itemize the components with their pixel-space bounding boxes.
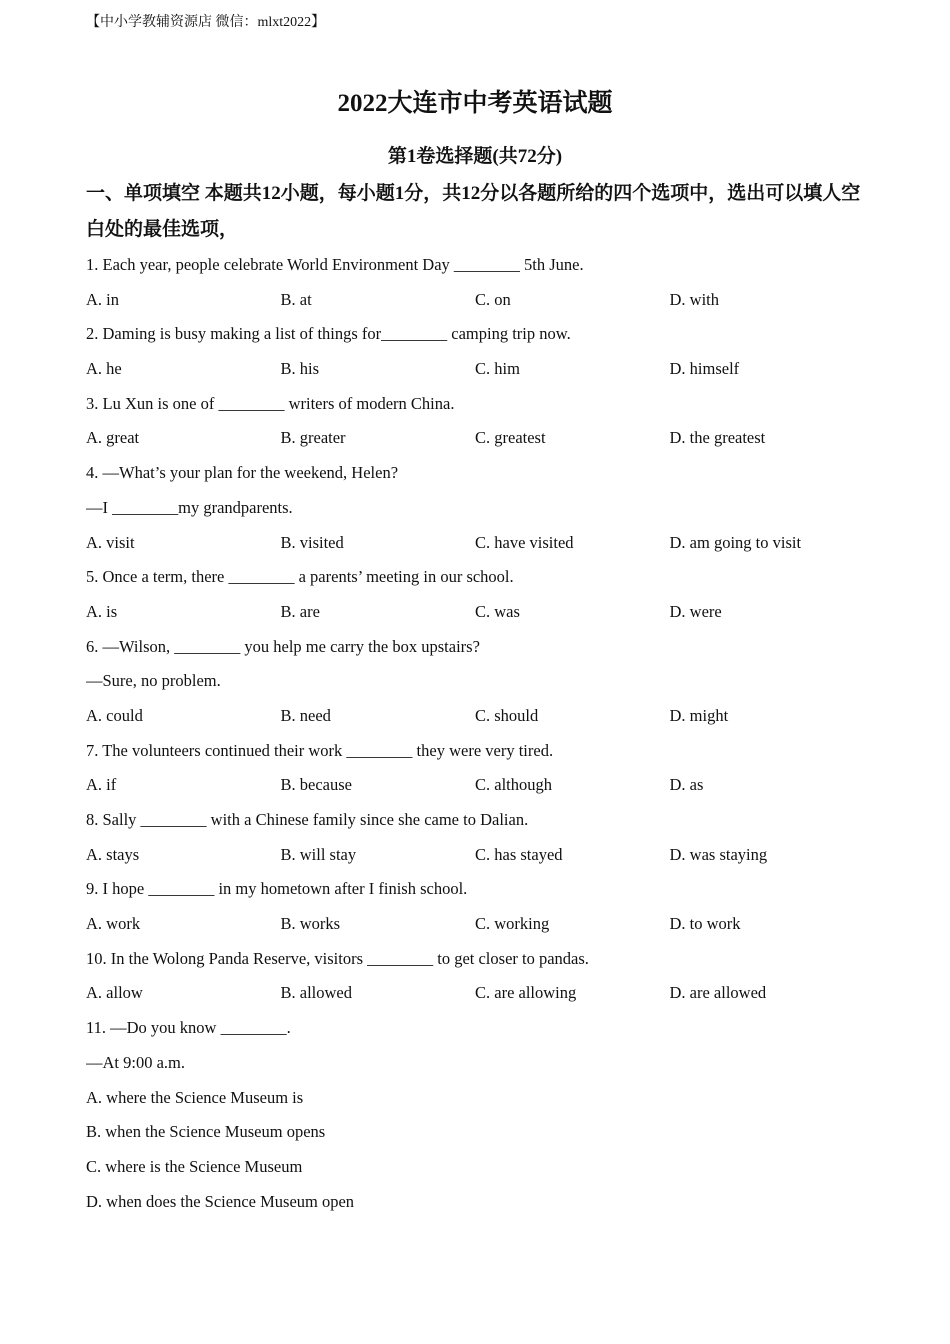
question-stem: 3. Lu Xun is one of ________ writers of modern China. bbox=[86, 393, 455, 413]
option-a: A. he bbox=[86, 359, 122, 379]
question-stem: 2. Daming is busy making a list of things for________ camping trip now. bbox=[86, 324, 571, 344]
option-a: A. work bbox=[86, 914, 141, 934]
option-row bbox=[86, 425, 866, 460]
option-row bbox=[86, 703, 866, 738]
option-b: B. allowed bbox=[280, 983, 352, 1003]
question-5 bbox=[86, 564, 866, 633]
option-b: B. at bbox=[280, 289, 312, 309]
option-a: A. stays bbox=[86, 844, 140, 864]
page-title: 2022大连市中考英语试题 bbox=[337, 90, 613, 117]
question-7 bbox=[86, 738, 866, 807]
option-a: A. allow bbox=[86, 983, 143, 1003]
question-stem: 6. —Wilson, ________ you help me carry the box upstairs? bbox=[86, 636, 480, 656]
option-c: C. him bbox=[475, 359, 520, 379]
question-9 bbox=[86, 876, 866, 945]
header-note: 【中小学教辅资源店 微信：mlxt2022】 bbox=[86, 15, 326, 30]
option-c: C. should bbox=[475, 705, 539, 725]
option-d: D. the greatest bbox=[669, 428, 766, 448]
question-3 bbox=[86, 391, 866, 460]
option-d: D. to work bbox=[669, 914, 741, 934]
question-stem: 4. —What’s your plan for the weekend, Helen? bbox=[86, 463, 399, 483]
option-a: A. great bbox=[86, 428, 140, 448]
option-c: C. are allowing bbox=[475, 983, 577, 1003]
option-a: A. in bbox=[86, 289, 119, 309]
option-c: C. working bbox=[475, 914, 550, 934]
option-d: D. when does the Science Museum open bbox=[86, 1191, 355, 1211]
option-a: A. visit bbox=[86, 532, 135, 552]
option-b: B. are bbox=[280, 601, 320, 621]
option-b: B. works bbox=[280, 914, 341, 934]
option-c: C. on bbox=[475, 289, 511, 309]
option-b: B. when the Science Museum opens bbox=[86, 1122, 326, 1142]
option-b: B. visited bbox=[280, 532, 344, 552]
option-row bbox=[86, 911, 866, 946]
option-row bbox=[86, 772, 866, 807]
question-stem: 11. —Do you know ________. bbox=[86, 1018, 291, 1038]
option-row bbox=[86, 530, 866, 565]
option-a: A. if bbox=[86, 775, 117, 795]
option-row bbox=[86, 287, 866, 322]
question-4 bbox=[86, 460, 866, 564]
section-instructions: 一、单项填空 本题共12小题，每小题1分，共12分以各题所给的四个选项中，选出可以填人空白处的最佳选项， bbox=[86, 183, 861, 240]
question-stem: 1. Each year, people celebrate World Environment Day ________ 5th June. bbox=[86, 255, 584, 274]
question-6 bbox=[86, 634, 866, 738]
option-d: D. with bbox=[669, 289, 719, 309]
question-10 bbox=[86, 946, 866, 1015]
option-d: D. am going to visit bbox=[669, 532, 802, 552]
option-row bbox=[86, 599, 866, 634]
question-stem-reply: —At 9:00 a.m. bbox=[86, 1052, 185, 1072]
option-b: B. because bbox=[280, 775, 352, 795]
option-b: B. greater bbox=[280, 428, 346, 448]
section-title: 第1卷选择题(共72分) bbox=[387, 146, 563, 167]
option-d: D. himself bbox=[669, 359, 740, 379]
option-d: D. was staying bbox=[669, 844, 768, 864]
option-c: C. greatest bbox=[475, 428, 546, 448]
option-c: C. have visited bbox=[475, 532, 574, 552]
option-row bbox=[86, 356, 866, 391]
option-d: D. might bbox=[669, 705, 729, 725]
option-d: D. are allowed bbox=[669, 983, 767, 1003]
option-a: A. could bbox=[86, 705, 143, 725]
question-stem: 7. The volunteers continued their work ________ they were very tired. bbox=[86, 740, 554, 760]
question-stem: 9. I hope ________ in my hometown after I finish school. bbox=[86, 879, 468, 899]
question-1 bbox=[86, 252, 866, 321]
question-8 bbox=[86, 807, 866, 876]
option-c: C. was bbox=[475, 601, 520, 621]
option-b: B. his bbox=[280, 359, 320, 379]
option-c: C. where is the Science Museum bbox=[86, 1156, 303, 1176]
question-stem-reply: —I ________my grandparents. bbox=[86, 497, 293, 517]
option-c: C. although bbox=[475, 775, 552, 795]
question-stem: 8. Sally ________ with a Chinese family since she came to Dalian. bbox=[86, 810, 529, 829]
option-row bbox=[86, 980, 866, 1015]
option-b: B. will stay bbox=[280, 844, 357, 864]
question-list bbox=[86, 252, 866, 1223]
question-stem: 10. In the Wolong Panda Reserve, visitors ________ to get closer to pandas. bbox=[86, 948, 589, 968]
option-c: C. has stayed bbox=[475, 844, 563, 864]
question-2 bbox=[86, 321, 866, 390]
option-d: D. were bbox=[669, 601, 722, 621]
question-stem-reply: —Sure, no problem. bbox=[86, 671, 221, 691]
option-a: A. is bbox=[86, 601, 118, 621]
option-b: B. need bbox=[280, 705, 331, 725]
option-row bbox=[86, 842, 866, 877]
option-a: A. where the Science Museum is bbox=[86, 1087, 304, 1107]
option-d: D. as bbox=[669, 775, 704, 795]
question-11 bbox=[86, 1015, 866, 1223]
question-stem: 5. Once a term, there ________ a parents’ meeting in our school. bbox=[86, 567, 514, 587]
